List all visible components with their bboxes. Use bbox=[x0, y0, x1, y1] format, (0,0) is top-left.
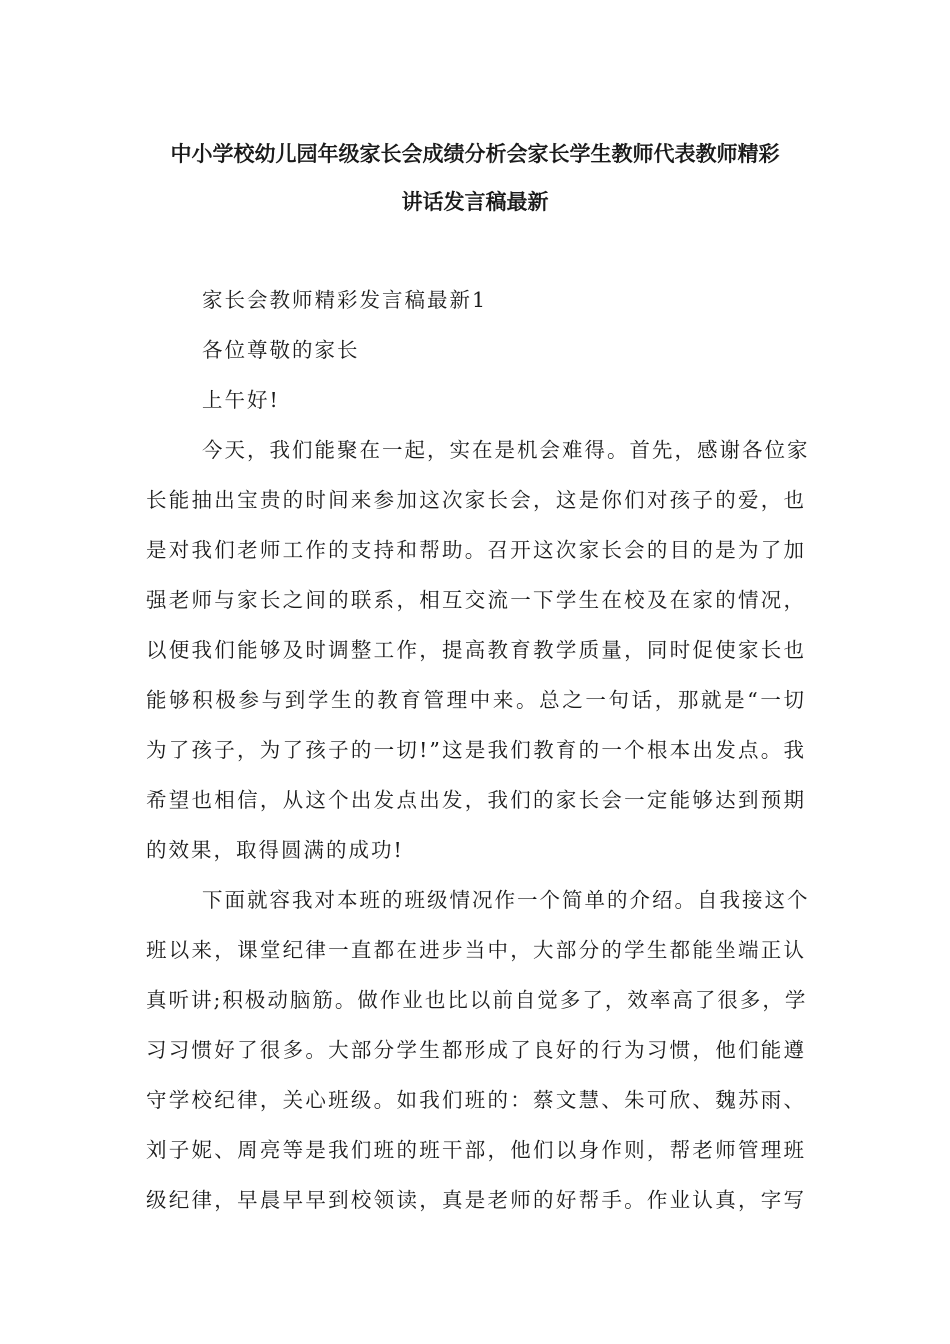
paragraph-line: 刘子妮、周亮等是我们班的班干部，他们以身作则，帮老师管理班 bbox=[146, 1138, 806, 1162]
paragraph-line: 守学校纪律，关心班级。如我们班的：蔡文慧、朱可欣、魏苏雨、 bbox=[146, 1088, 806, 1112]
paragraph-line: 的效果，取得圆满的成功! bbox=[146, 838, 404, 862]
greeting: 上午好! bbox=[202, 388, 280, 412]
paragraph-line: 习习惯好了很多。大部分学生都形成了良好的行为习惯，他们能遵 bbox=[146, 1038, 806, 1062]
paragraph-line: 长能抽出宝贵的时间来参加这次家长会，这是你们对孩子的爱，也 bbox=[146, 488, 806, 512]
section-heading: 家长会教师精彩发言稿最新1 bbox=[202, 288, 488, 312]
paragraph-line: 下面就容我对本班的班级情况作一个简单的介绍。自我接这个 bbox=[202, 888, 810, 912]
paragraph-line: 希望也相信，从这个出发点出发，我们的家长会一定能够达到预期 bbox=[146, 788, 806, 812]
paragraph-line: 能够积极参与到学生的教育管理中来。总之一句话，那就是“一切 bbox=[146, 688, 806, 712]
salutation: 各位尊敬的家长 bbox=[202, 338, 360, 362]
document-title-line-1: 中小学校幼儿园年级家长会成绩分析会家长学生教师代表教师精彩 bbox=[170, 142, 780, 166]
document-title-line-2: 讲话发言稿最新 bbox=[401, 190, 549, 214]
paragraph-line: 以便我们能够及时调整工作，提高教育教学质量，同时促使家长也 bbox=[146, 638, 806, 662]
paragraph-line: 为了孩子，为了孩子的一切!”这是我们教育的一个根本出发点。我 bbox=[146, 738, 806, 762]
paragraph-line: 班以来，课堂纪律一直都在进步当中，大部分的学生都能坐端正认 bbox=[146, 938, 806, 962]
paragraph-line: 强老师与家长之间的联系，相互交流一下学生在校及在家的情况， bbox=[146, 588, 806, 612]
paragraph-line: 今天，我们能聚在一起，实在是机会难得。首先，感谢各位家 bbox=[202, 438, 810, 462]
paragraph-line: 真听讲;积极动脑筋。做作业也比以前自觉多了，效率高了很多，学 bbox=[146, 988, 808, 1012]
paragraph-line: 是对我们老师工作的支持和帮助。召开这次家长会的目的是为了加 bbox=[146, 538, 806, 562]
paragraph-line: 级纪律，早晨早早到校领读，真是老师的好帮手。作业认真，字写 bbox=[146, 1188, 806, 1212]
